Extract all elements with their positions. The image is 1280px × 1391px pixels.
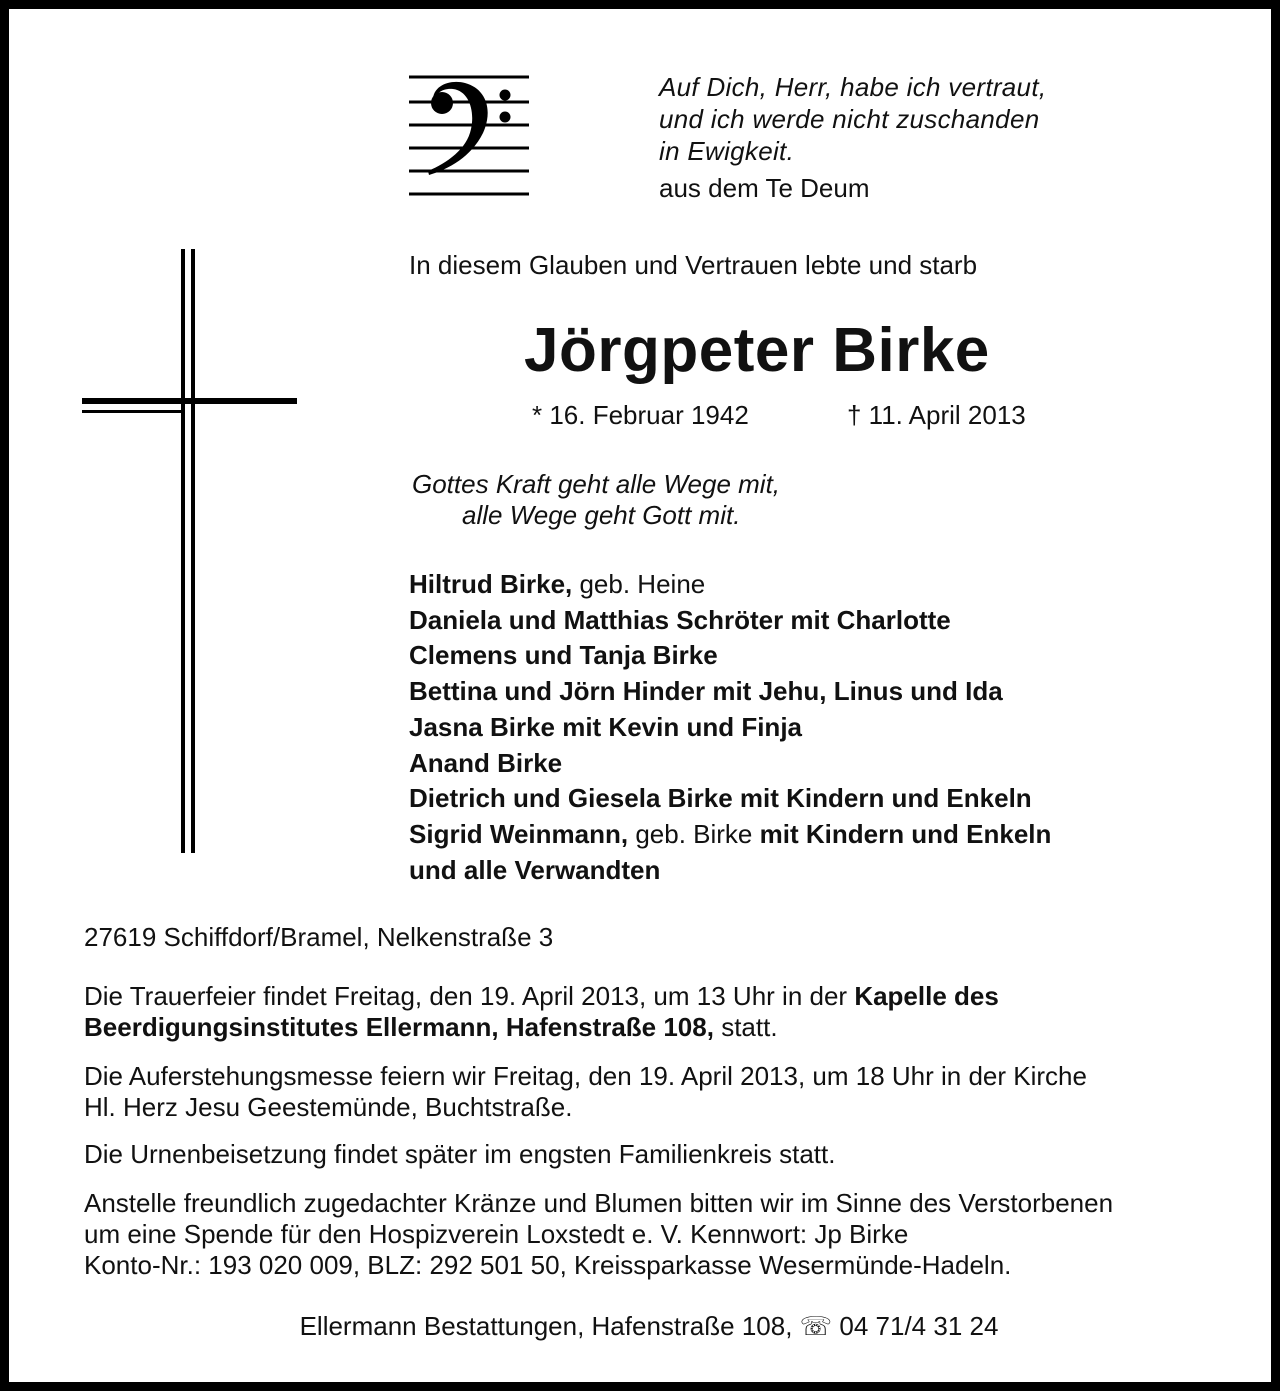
verse-line: alle Wege geht Gott mit.	[462, 500, 741, 530]
family-address: 27619 Schiffdorf/Bramel, Nelkenstraße 3	[84, 922, 554, 952]
mourner-line: und alle Verwandten	[409, 854, 661, 885]
death-date: † 11. April 2013	[847, 400, 1026, 430]
quote-line: in Ewigkeit.	[659, 136, 795, 166]
funeral-info: Die Trauerfeier findet Freitag, den 19. April 2013, um 13 Uhr in der Kapelle des Beerdigungsinstitutes Ellermann, Hafenstraße 108, statt.	[84, 981, 999, 1042]
mourner-line: Clemens und Tanja Birke	[409, 640, 718, 671]
quote-line: Auf Dich, Herr, habe ich vertraut,	[659, 72, 1047, 102]
quote-source: aus dem Te Deum	[659, 173, 870, 203]
bible-quote	[659, 71, 1046, 167]
mourner-line: Daniela und Matthias Schröter mit Charlotte	[409, 604, 951, 635]
mourner-line: Bettina und Jörn Hinder mit Jehu, Linus und Ida	[409, 676, 1003, 707]
bass-clef-icon	[407, 73, 531, 201]
quote-line: und ich werde nicht zuschanden	[659, 104, 1040, 134]
donation-info: Anstelle freundlich zugedachter Kränze und Blumen bitten wir im Sinne des Verstorbenen um eine Spende für den Hospizverein Loxstedt e. V. Kennwort: Jp Birke Konto-Nr.: 193 020 009, BLZ: 292 501 50, Kreissparkasse Wesermünde-Hadeln.	[84, 1188, 1114, 1280]
deceased-name: Jörgpeter Birke	[524, 316, 990, 385]
mourner-line: Jasna Birke mit Kevin und Finja	[409, 711, 802, 742]
birth-date: * 16. Februar 1942	[532, 400, 749, 430]
mourner-line: Anand Birke	[409, 747, 563, 778]
urn-info: Die Urnenbeisetzung findet später im engsten Familienkreis statt.	[84, 1139, 836, 1169]
funeral-home-footer: Ellermann Bestattungen, Hafenstraße 108, ☏ 04 71/4 31 24	[299, 1311, 999, 1341]
mourner-line: Sigrid Weinmann, geb. Birke mit Kindern und Enkeln	[409, 818, 1052, 849]
mourners-list	[409, 567, 1051, 888]
intro-text: In diesem Glauben und Vertrauen lebte und starb	[409, 250, 978, 280]
mass-info: Die Auferstehungsmesse feiern wir Freitag, den 19. April 2013, um 18 Uhr in der Kirche Hl. Herz Jesu Geestemünde, Buchtstraße.	[84, 1061, 1087, 1122]
verse-line: Gottes Kraft geht alle Wege mit,	[412, 469, 781, 499]
cross-icon	[82, 249, 300, 853]
mourner-line: Hiltrud Birke, geb. Heine	[409, 569, 706, 599]
mourner-line: Dietrich und Giesela Birke mit Kindern und Enkeln	[409, 783, 1032, 814]
